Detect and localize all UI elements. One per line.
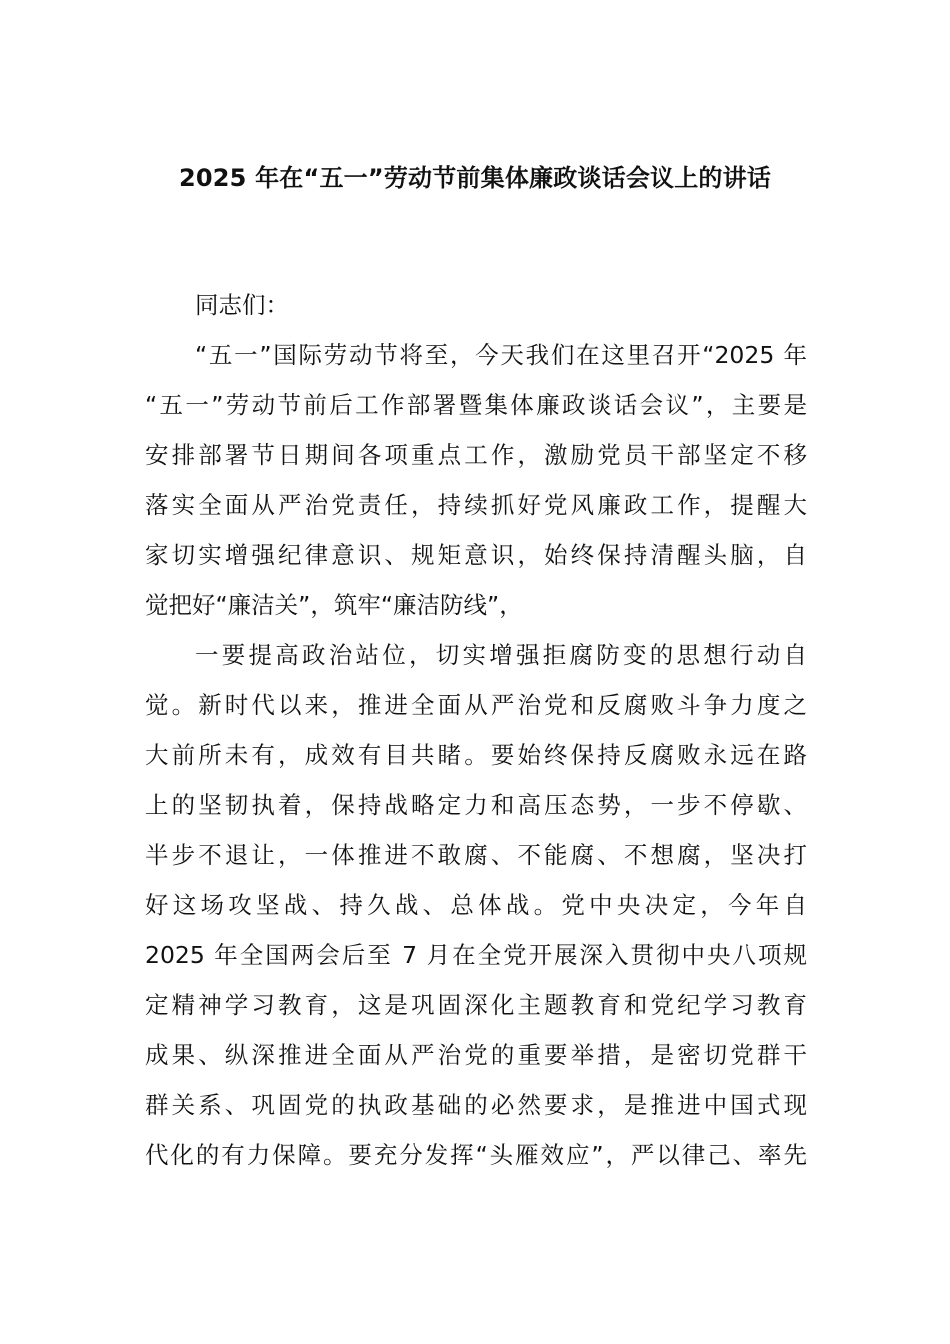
body-line: 觉把好“廉洁关”，筑牢“廉洁防线”， xyxy=(145,591,523,619)
document-body xyxy=(145,280,807,1180)
body-line: “五一”劳动节前后工作部署暨集体廉政谈话会议”，主要是 xyxy=(145,391,807,419)
body-line: 代化的有力保障。要充分发挥“头雁效应”，严以律己、率先 xyxy=(145,1141,807,1169)
body-line: 群关系、巩固党的执政基础的必然要求，是推进中国式现 xyxy=(145,1091,807,1119)
body-line: 家切实增强纪律意识、规矩意识，始终保持清醒头脑，自 xyxy=(145,541,807,569)
body-line: 定精神学习教育，这是巩固深化主题教育和党纪学习教育 xyxy=(145,991,807,1019)
body-line: 一要提高政治站位，切实增强拒腐防变的思想行动自 xyxy=(195,641,807,669)
body-line: 同志们： xyxy=(195,291,289,319)
body-line: 觉。新时代以来，推进全面从严治党和反腐败斗争力度之 xyxy=(145,691,807,719)
body-line: 2025 年全国两会后至 7 月在全党开展深入贯彻中央八项规 xyxy=(145,941,807,969)
body-line: 大前所未有，成效有目共睹。要始终保持反腐败永远在路 xyxy=(145,741,807,769)
document-title: 2025 年在“五一”劳动节前集体廉政谈话会议上的讲话 xyxy=(178,164,772,192)
body-line: 安排部署节日期间各项重点工作，激励党员干部坚定不移 xyxy=(145,441,807,469)
body-line: 好这场攻坚战、持久战、总体战。党中央决定，今年自 xyxy=(145,891,807,919)
body-line: “五一”国际劳动节将至，今天我们在这里召开“2025 年 xyxy=(195,341,807,369)
body-line: 半步不退让，一体推进不敢腐、不能腐、不想腐，坚决打 xyxy=(145,841,807,869)
body-line: 成果、纵深推进全面从严治党的重要举措，是密切党群干 xyxy=(145,1041,807,1069)
body-line: 上的坚韧执着，保持战略定力和高压态势，一步不停歇、 xyxy=(145,791,807,819)
body-line: 落实全面从严治党责任，持续抓好党风廉政工作，提醒大 xyxy=(145,491,807,519)
